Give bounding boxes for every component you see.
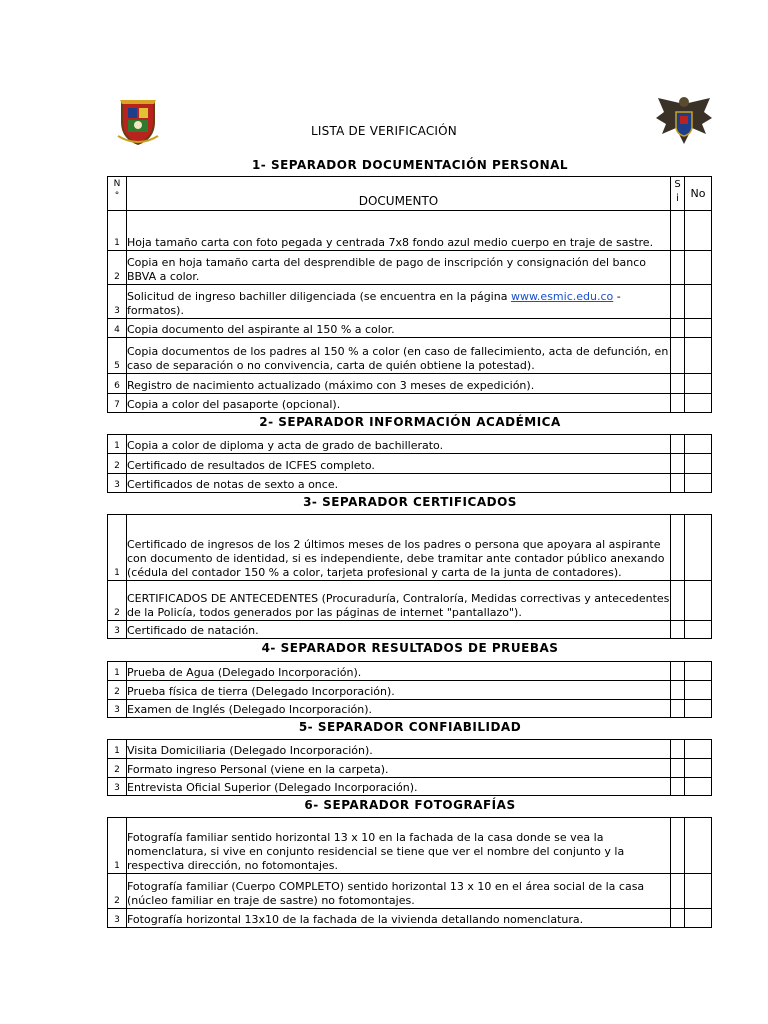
checklist-table [107, 817, 712, 928]
no-checkbox-cell[interactable] [685, 581, 712, 621]
item-number: 2 [108, 581, 127, 621]
section-title: 6- SEPARADOR FOTOGRAFÍAS [304, 798, 516, 812]
table-row [108, 874, 712, 909]
no-checkbox-cell[interactable] [685, 285, 712, 319]
item-number: 1 [108, 435, 127, 454]
table-row [108, 454, 712, 474]
item-text: Copia documentos de los padres al 150 % a color (en caso de fallecimiento, acta de defunción, en caso de separación o no convivencia, carta de quién obtiene la potestad). [127, 338, 671, 374]
item-number: 1 [108, 740, 127, 759]
no-checkbox-cell[interactable] [685, 374, 712, 394]
item-text: Fotografía familiar sentido horizontal 13 x 10 en la fachada de la casa donde se vea la nomenclatura, si vive en conjunto residencial se tiene que ver el nombre del conjunto y la respectiva dirección, no fotomontajes. [127, 818, 671, 874]
table-row [108, 374, 712, 394]
school-crest-logo [116, 96, 160, 146]
si-checkbox-cell[interactable] [671, 874, 685, 909]
checklist-table [107, 434, 712, 493]
section-title: 2- SEPARADOR INFORMACIÓN ACADÉMICA [259, 415, 561, 429]
si-checkbox-cell[interactable] [671, 778, 685, 796]
item-text: Hoja tamaño carta con foto pegada y centrada 7x8 fondo azul medio cuerpo en traje de sastre. [127, 211, 671, 251]
si-checkbox-cell[interactable] [671, 251, 685, 285]
table-row [108, 394, 712, 413]
item-text: Prueba de Agua (Delegado Incorporación). [127, 662, 671, 681]
no-checkbox-cell[interactable] [685, 319, 712, 338]
item-number: 6 [108, 374, 127, 394]
esmic-website-link[interactable]: www.esmic.edu.co [510, 290, 614, 303]
table-row [108, 818, 712, 874]
no-checkbox-cell[interactable] [685, 454, 712, 474]
no-checkbox-cell[interactable] [685, 818, 712, 874]
item-number: 3 [108, 909, 127, 928]
item-text: Entrevista Oficial Superior (Delegado Incorporación). [127, 778, 671, 796]
si-checkbox-cell[interactable] [671, 581, 685, 621]
document-title: LISTA DE VERIFICACIÓN [311, 124, 457, 138]
table-row [108, 778, 712, 796]
table-row [108, 515, 712, 581]
si-checkbox-cell[interactable] [671, 338, 685, 374]
si-checkbox-cell[interactable] [671, 621, 685, 639]
si-checkbox-cell[interactable] [671, 681, 685, 700]
no-checkbox-cell[interactable] [685, 740, 712, 759]
table-row [108, 251, 712, 285]
si-checkbox-cell[interactable] [671, 909, 685, 928]
item-text: Certificado de resultados de ICFES completo. [127, 454, 671, 474]
section-title: 3- SEPARADOR CERTIFICADOS [303, 495, 517, 509]
item-text: Copia a color de diploma y acta de grado de bachillerato. [127, 435, 671, 454]
no-checkbox-cell[interactable] [685, 211, 712, 251]
table-row [108, 681, 712, 700]
item-number: 3 [108, 778, 127, 796]
no-checkbox-cell[interactable] [685, 662, 712, 681]
table-row [108, 621, 712, 639]
item-text: Copia a color del pasaporte (opcional). [127, 394, 671, 413]
header-si-text: S [674, 179, 681, 190]
item-text: CERTIFICADOS DE ANTECEDENTES (Procuraduría, Contraloría, Medidas correctivas y antecedentes de la Policía, todos generados por las páginas de internet "pantallazo"). [127, 581, 671, 621]
no-checkbox-cell[interactable] [685, 474, 712, 493]
item-text: Fotografía familiar (Cuerpo COMPLETO) sentido horizontal 13 x 10 en el área social de la casa (núcleo familiar en traje de sastre) no fotomontajes. [127, 874, 671, 909]
no-checkbox-cell[interactable] [685, 909, 712, 928]
header-number [108, 177, 127, 211]
item-number: 7 [108, 394, 127, 413]
table-row [108, 759, 712, 778]
no-checkbox-cell[interactable] [685, 435, 712, 454]
si-checkbox-cell[interactable] [671, 818, 685, 874]
item-number: 2 [108, 454, 127, 474]
checklist-table [107, 739, 712, 796]
si-checkbox-cell[interactable] [671, 759, 685, 778]
si-checkbox-cell[interactable] [671, 394, 685, 413]
item-number: 2 [108, 759, 127, 778]
no-checkbox-cell[interactable] [685, 681, 712, 700]
si-checkbox-cell[interactable] [671, 435, 685, 454]
item-text: Certificado de natación. [127, 621, 671, 639]
si-checkbox-cell[interactable] [671, 700, 685, 718]
section-title: 5- SEPARADOR CONFIABILIDAD [298, 720, 522, 734]
header-si [671, 177, 685, 211]
table-row [108, 211, 712, 251]
si-checkbox-cell[interactable] [671, 740, 685, 759]
no-checkbox-cell[interactable] [685, 778, 712, 796]
item-text: Examen de Inglés (Delegado Incorporación). [127, 700, 671, 718]
item-text: Registro de nacimiento actualizado (máximo con 3 meses de expedición). [127, 374, 671, 394]
no-checkbox-cell[interactable] [685, 874, 712, 909]
item-text-part: - formatos). [127, 290, 621, 317]
table-row [108, 662, 712, 681]
header-n-sub: ° [114, 191, 120, 201]
checklist-table [107, 514, 712, 639]
item-number: 3 [108, 621, 127, 639]
table-row [108, 435, 712, 454]
eagle-emblem-logo [654, 94, 714, 148]
item-number: 1 [108, 211, 127, 251]
table-row [108, 740, 712, 759]
item-number: 4 [108, 319, 127, 338]
section-title: 1- SEPARADOR DOCUMENTACIÓN PERSONAL [251, 158, 569, 172]
table-header-row [108, 177, 712, 211]
si-checkbox-cell[interactable] [671, 515, 685, 581]
item-text: Certificado de ingresos de los 2 últimos meses de los padres o persona que apoyara al aspirante con documento de identidad, si es independiente, debe tramitar ante contador público anexando (cédula del contador 150 % a color, tarjeta profesional y carta de la junta de contadores). [127, 515, 671, 581]
item-number: 1 [108, 515, 127, 581]
item-text: Visita Domiciliaria (Delegado Incorporación). [127, 740, 671, 759]
item-text: Prueba física de tierra (Delegado Incorporación). [127, 681, 671, 700]
item-number: 1 [108, 818, 127, 874]
no-checkbox-cell[interactable] [685, 394, 712, 413]
si-checkbox-cell[interactable] [671, 374, 685, 394]
item-text: Certificados de notas de sexto a once. [127, 474, 671, 493]
table-row [108, 285, 712, 319]
item-text: Formato ingreso Personal (viene en la carpeta). [127, 759, 671, 778]
item-number: 3 [108, 474, 127, 493]
item-number: 2 [108, 251, 127, 285]
no-checkbox-cell[interactable] [685, 251, 712, 285]
item-number: 2 [108, 874, 127, 909]
table-row [108, 319, 712, 338]
table-row [108, 474, 712, 493]
section-title: 4- SEPARADOR RESULTADOS DE PRUEBAS [261, 641, 559, 655]
header-document: DOCUMENTO [127, 177, 671, 211]
no-checkbox-cell[interactable] [685, 700, 712, 718]
no-checkbox-cell[interactable] [685, 515, 712, 581]
item-text [127, 285, 671, 319]
item-text: Copia en hoja tamaño carta del desprendible de pago de inscripción y consignación del banco BBVA a color. [127, 251, 671, 285]
item-number: 3 [108, 285, 127, 319]
item-number: 1 [108, 662, 127, 681]
header-no: No [685, 177, 712, 211]
si-checkbox-cell[interactable] [671, 211, 685, 251]
no-checkbox-cell[interactable] [685, 621, 712, 639]
si-checkbox-cell[interactable] [671, 662, 685, 681]
item-number: 2 [108, 681, 127, 700]
table-row [108, 581, 712, 621]
si-checkbox-cell[interactable] [671, 319, 685, 338]
item-text: Fotografía horizontal 13x10 de la fachada de la vivienda detallando nomenclatura. [127, 909, 671, 928]
si-checkbox-cell[interactable] [671, 285, 685, 319]
header-si-sub: i [676, 193, 679, 204]
checklist-table [107, 176, 712, 413]
header-n-text: N [113, 179, 121, 189]
item-text-part: Solicitud de ingreso bachiller diligenciada (se encuentra en la página [127, 290, 511, 303]
no-checkbox-cell[interactable] [685, 759, 712, 778]
table-row [108, 909, 712, 928]
si-checkbox-cell[interactable] [671, 474, 685, 493]
checklist-table [107, 661, 712, 718]
item-number: 3 [108, 700, 127, 718]
table-row [108, 338, 712, 374]
item-number: 5 [108, 338, 127, 374]
table-row [108, 700, 712, 718]
no-checkbox-cell[interactable] [685, 338, 712, 374]
si-checkbox-cell[interactable] [671, 454, 685, 474]
item-text: Copia documento del aspirante al 150 % a color. [127, 319, 671, 338]
